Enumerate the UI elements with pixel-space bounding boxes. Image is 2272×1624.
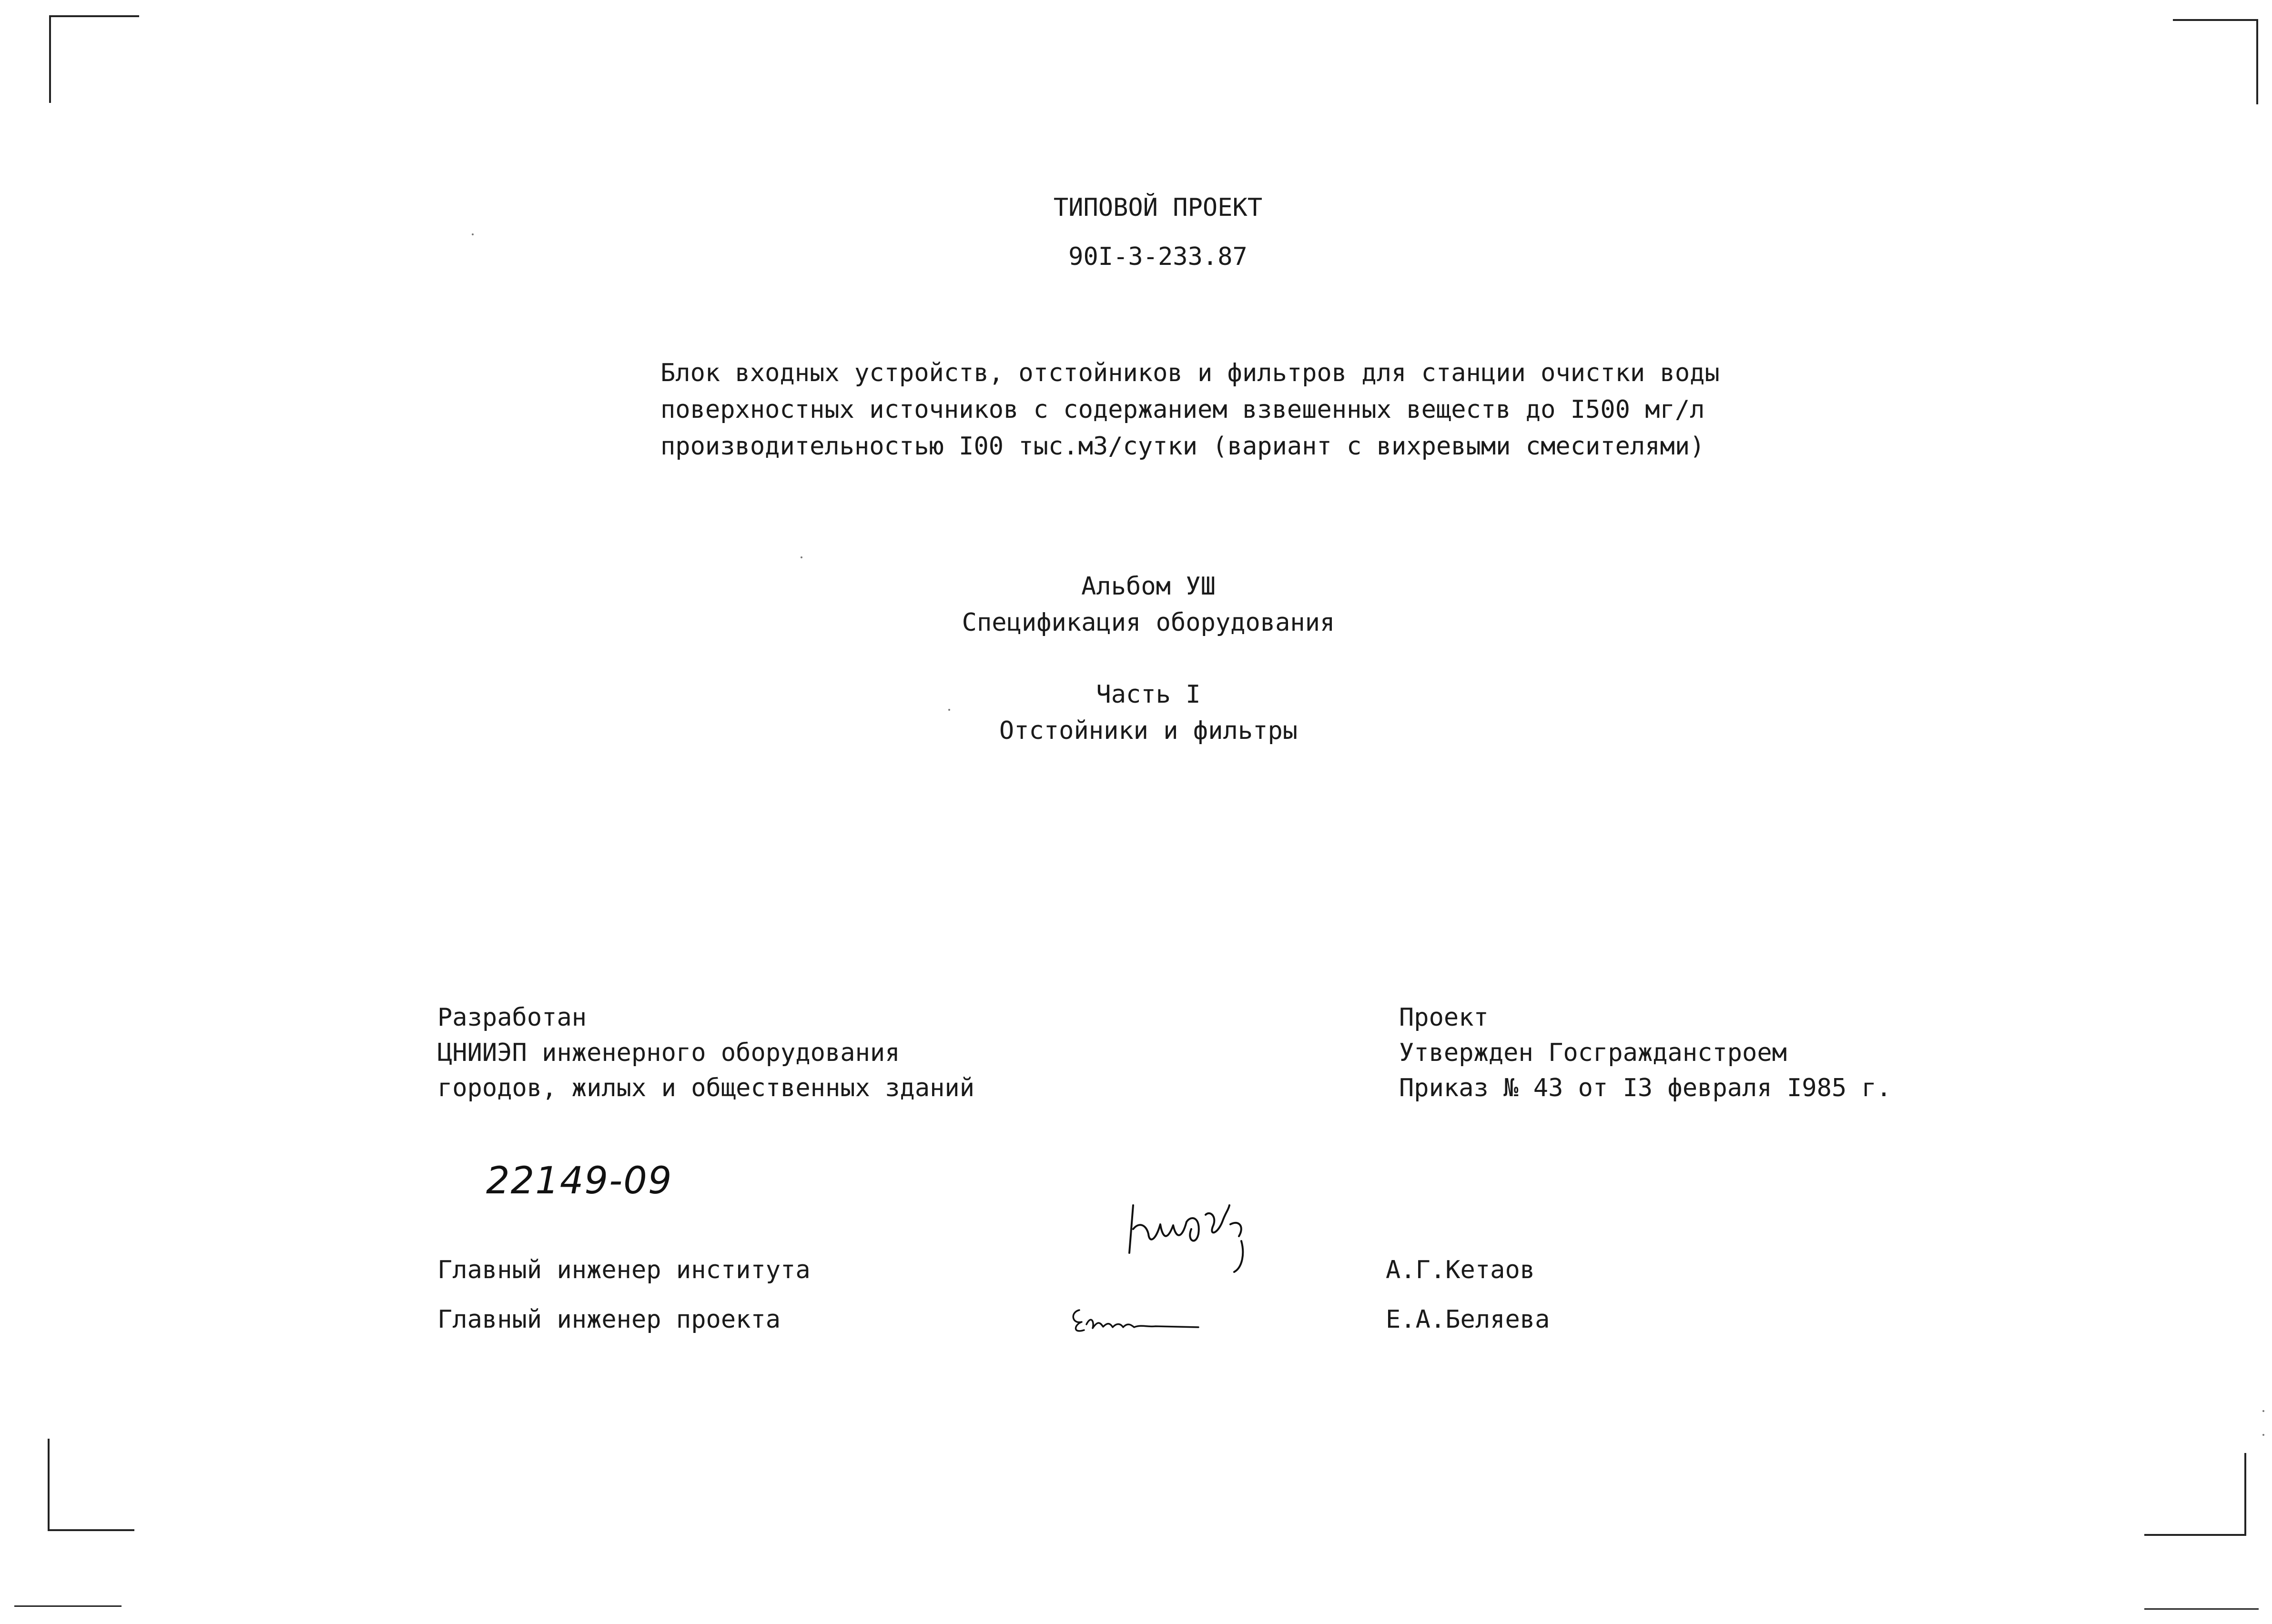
- developer-label: Разработан: [437, 1003, 587, 1032]
- scan-speck: [2262, 1410, 2264, 1412]
- description-line: Блок входных устройств, отстойников и фильтров для станции очистки воды: [660, 359, 1720, 387]
- description-line: производительностью I00 тыс.м3/сутки (вариант с вихревыми смесителями): [660, 432, 1705, 461]
- corner-mark-top-left: [49, 15, 139, 103]
- album-subtitle: Спецификация оборудования: [962, 608, 1335, 637]
- approval-label: Проект: [1399, 1003, 1489, 1032]
- signature-image: [1120, 1196, 1282, 1281]
- part-subtitle: Отстойники и фильтры: [999, 716, 1298, 745]
- signatory-name: А.Г.Кетаов: [1386, 1256, 1535, 1284]
- scan-speck: [801, 556, 802, 558]
- signatory-role: Главный инженер института: [437, 1256, 811, 1284]
- bottom-rule-left: [14, 1605, 122, 1607]
- developer-org-line: ЦНИИЭП инженерного оборудования: [437, 1039, 900, 1067]
- bottom-rule-right: [2144, 1608, 2259, 1610]
- signatory-role: Главный инженер проекта: [437, 1305, 781, 1334]
- project-number: 90I-3-233.87: [1068, 242, 1248, 271]
- developer-org-line: городов, жилых и общественных зданий: [437, 1074, 975, 1102]
- inventory-number: 22149-09: [486, 1160, 673, 1202]
- approval-order: Приказ № 43 от I3 февраля I985 г.: [1399, 1074, 1892, 1102]
- signature-image: [1065, 1296, 1208, 1339]
- album-title: Альбом УШ: [1081, 572, 1216, 601]
- scan-speck: [948, 709, 950, 711]
- scan-speck: [2262, 1434, 2264, 1436]
- scan-speck: [472, 233, 474, 235]
- part-title: Часть I: [1096, 680, 1201, 709]
- signatory-name: Е.А.Беляева: [1386, 1305, 1550, 1334]
- approval-authority: Утвержден Госгражданстроем: [1399, 1039, 1787, 1067]
- corner-mark-bottom-left: [48, 1439, 134, 1531]
- corner-mark-top-right: [2173, 19, 2258, 104]
- corner-mark-bottom-right: [2144, 1453, 2246, 1536]
- description-line: поверхностных источников с содержанием взвешенных веществ до I500 мг/л: [660, 395, 1705, 424]
- project-kind-title: ТИПОВОЙ ПРОЕКТ: [1053, 193, 1263, 222]
